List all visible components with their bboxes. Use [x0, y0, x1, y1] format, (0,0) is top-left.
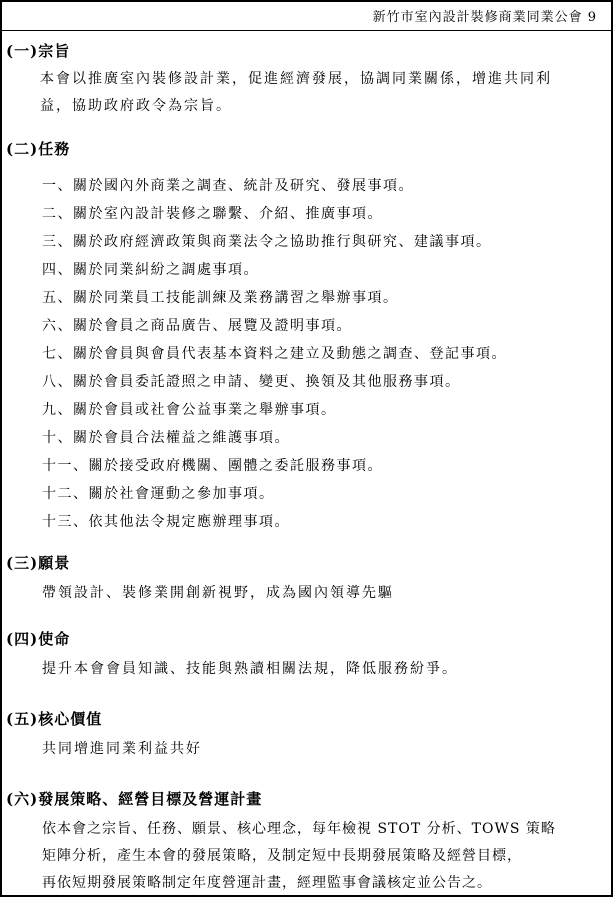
core-values-text: 共同增進同業利益共好: [42, 741, 202, 757]
list-item: 十一、關於接受政府機關、團體之委託服務事項。: [42, 458, 383, 474]
list-item: 十二、關於社會運動之參加事項。: [42, 486, 275, 502]
strategy-line: 依本會之宗旨、任務、願景、核心理念，每年檢視 STOT 分析、TOWS 策略: [42, 821, 556, 837]
strategy-line: 再依短期發展策略制定年度營運計畫，經理監事會議核定並公告之。: [42, 875, 492, 891]
mission-text: 提升本會會員知識、技能與熟讀相關法規，降低服務紛爭。: [42, 661, 458, 677]
list-item: 十三、依其他法令規定應辦理事項。: [42, 514, 290, 530]
purpose-line: 本會以推廣室內裝修設計業，促進經濟發展，協調同業關係，增進共同利: [40, 71, 552, 87]
list-item: 四、關於同業糾紛之調處事項。: [42, 262, 259, 278]
vision-text: 帶領設計、裝修業開創新視野，成為國內領導先驅: [42, 585, 394, 601]
purpose-paragraph: [40, 66, 552, 120]
section-heading-tasks: (二)任務: [6, 140, 71, 158]
tasks-list: [42, 172, 507, 536]
list-item: 三、關於政府經濟政策與商業法令之協助推行與研究、建議事項。: [42, 234, 492, 250]
page-header: 新竹市室內設計裝修商業同業公會 9: [372, 10, 597, 25]
section-heading-mission: (四)使命: [6, 630, 71, 648]
list-item: 二、關於室內設計裝修之聯繫、介紹、推廣事項。: [42, 206, 383, 222]
section-heading-purpose: (一)宗旨: [6, 42, 71, 60]
list-item: 九、關於會員或社會公益事業之舉辦事項。: [42, 402, 337, 418]
section-heading-vision: (三)願景: [6, 554, 71, 572]
header-rule: [2, 30, 611, 31]
strategy-line: 矩陣分析，產生本會的發展策略，及制定短中長期發展策略及經營目標，: [42, 848, 522, 864]
purpose-line: 益，協助政府政令為宗旨。: [40, 98, 232, 114]
list-item: 十、關於會員合法權益之維護事項。: [42, 430, 290, 446]
section-heading-strategy: (六)發展策略、經營目標及營運計畫: [6, 790, 263, 808]
strategy-paragraph: [42, 816, 556, 897]
section-heading-core-values: (五)核心價值: [6, 710, 103, 728]
list-item: 五、關於同業員工技能訓練及業務講習之舉辦事項。: [42, 290, 399, 306]
list-item: 一、關於國內外商業之調查、統計及研究、發展事項。: [42, 178, 414, 194]
list-item: 七、關於會員與會員代表基本資料之建立及動態之調查、登記事項。: [42, 346, 507, 362]
list-item: 六、關於會員之商品廣告、展覽及證明事項。: [42, 318, 352, 334]
list-item: 八、關於會員委託證照之申請、變更、換領及其他服務事項。: [42, 374, 461, 390]
